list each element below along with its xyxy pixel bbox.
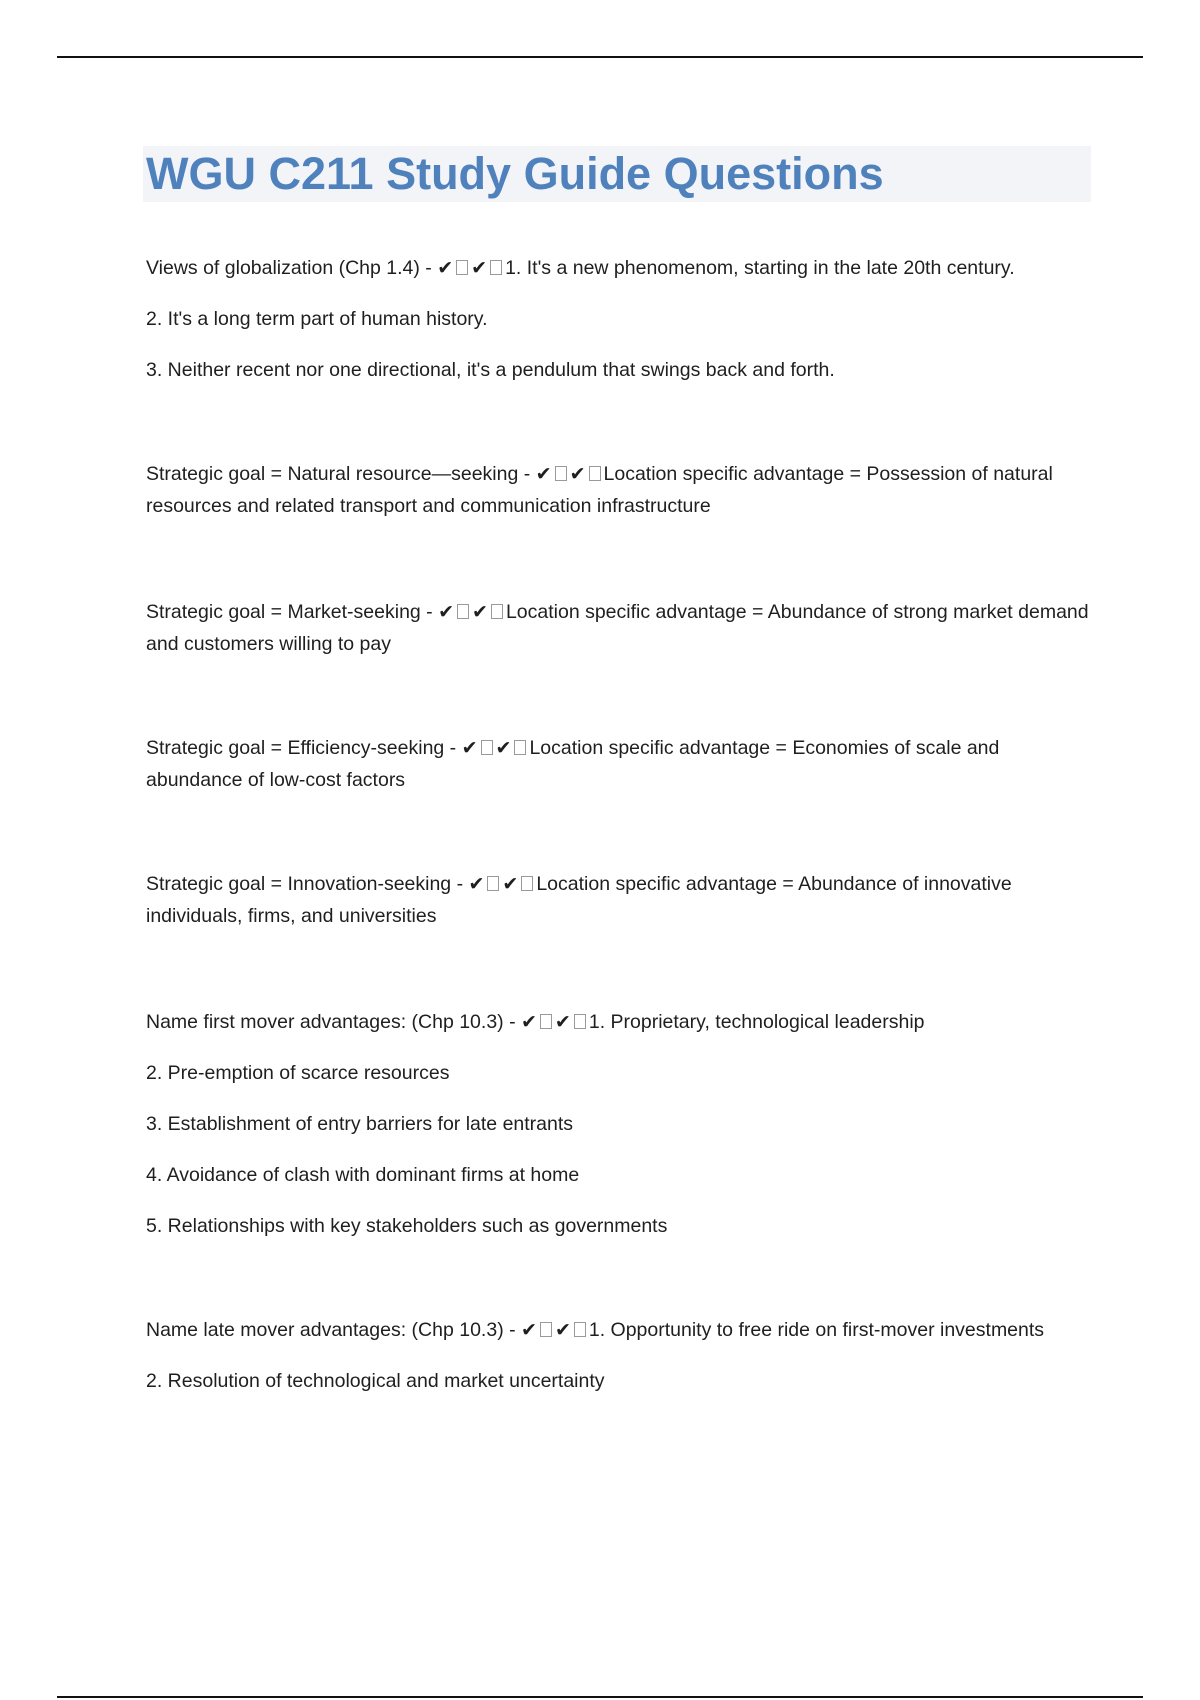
checkmark-icon: ✔ [521, 1011, 537, 1033]
answer-text: Location specific advantage = Abundance of innovative individuals, firms, and universities [146, 873, 1012, 927]
missing-glyph-box [514, 740, 526, 755]
study-guide-content [146, 252, 1096, 1397]
qa-entry [146, 1314, 1096, 1346]
top-rule [57, 56, 1143, 58]
answer-text: 1. Opportunity to free ride on first-mover investments [588, 1319, 1045, 1341]
qa-entry [146, 868, 1096, 932]
question-text: Strategic goal = Market-seeking - [146, 601, 439, 623]
question-text: Name first mover advantages: (Chp 10.3) - [146, 1011, 521, 1033]
missing-glyph-box [456, 260, 468, 275]
answer-continuation: 2. Resolution of technological and market uncertainty [146, 1370, 605, 1392]
answer-continuation: 2. It's a long term part of human history. [146, 308, 488, 330]
answer-text: 1. It's a new phenomenom, starting in the late 20th century. [505, 257, 1015, 279]
checkmark-icon: ✔ [535, 463, 552, 485]
missing-glyph-box [481, 740, 493, 755]
bottom-rule [57, 1696, 1143, 1698]
answer-continuation: 2. Pre-emption of scarce resources [146, 1062, 450, 1084]
answer-text: Location specific advantage = Abundance of strong market demand and customers willing to pay [146, 601, 1089, 655]
checkmark-icon: ✔ [461, 737, 478, 759]
checkmark-icon: ✔ [521, 1319, 537, 1341]
checkmark-icon: ✔ [471, 257, 488, 279]
missing-glyph-box [487, 876, 499, 891]
missing-glyph-box [491, 604, 503, 619]
qa-entry [146, 252, 1096, 284]
question-text: Strategic goal = Natural resource—seeking - [146, 463, 536, 485]
question-text: Strategic goal = Innovation-seeking - [146, 873, 469, 895]
checkmark-icon: ✔ [438, 601, 455, 623]
missing-glyph-box [589, 466, 601, 481]
missing-glyph-box [574, 1322, 586, 1337]
answer-continuation: 4. Avoidance of clash with dominant firms at home [146, 1164, 580, 1186]
missing-glyph-box [540, 1322, 552, 1337]
missing-glyph-box [540, 1014, 552, 1029]
qa-entry [146, 596, 1096, 660]
checkmark-icon: ✔ [468, 873, 485, 895]
answer-continuation: 5. Relationships with key stakeholders such as governments [146, 1215, 668, 1237]
document-title: WGU C211 Study Guide Questions [146, 148, 884, 199]
answer-continuation: 3. Neither recent nor one directional, it's a pendulum that swings back and forth. [146, 359, 835, 381]
qa-entry [146, 1006, 1096, 1038]
question-text: Views of globalization (Chp 1.4) - [146, 257, 438, 279]
checkmark-icon: ✔ [502, 873, 519, 895]
checkmark-icon: ✔ [495, 737, 512, 759]
answer-continuation: 3. Establishment of entry barriers for late entrants [146, 1113, 574, 1135]
checkmark-icon: ✔ [569, 463, 586, 485]
question-text: Name late mover advantages: (Chp 10.3) - [146, 1319, 522, 1341]
checkmark-icon: ✔ [472, 601, 488, 623]
qa-entry [146, 458, 1096, 522]
missing-glyph-box [555, 466, 567, 481]
missing-glyph-box [574, 1014, 586, 1029]
answer-text: Location specific advantage = Economies of scale and abundance of low-cost factors [146, 737, 1000, 791]
checkmark-icon: ✔ [554, 1011, 571, 1033]
answer-text: 1. Proprietary, technological leadership [588, 1011, 925, 1033]
checkmark-icon: ✔ [437, 257, 454, 279]
answer-text: Location specific advantage = Possession of natural resources and related transport and communication infrastructure [146, 463, 1053, 517]
question-text: Strategic goal = Efficiency-seeking - [146, 737, 462, 759]
checkmark-icon: ✔ [554, 1319, 571, 1341]
missing-glyph-box [490, 260, 502, 275]
qa-entry [146, 732, 1096, 796]
missing-glyph-box [457, 604, 469, 619]
missing-glyph-box [521, 876, 533, 891]
